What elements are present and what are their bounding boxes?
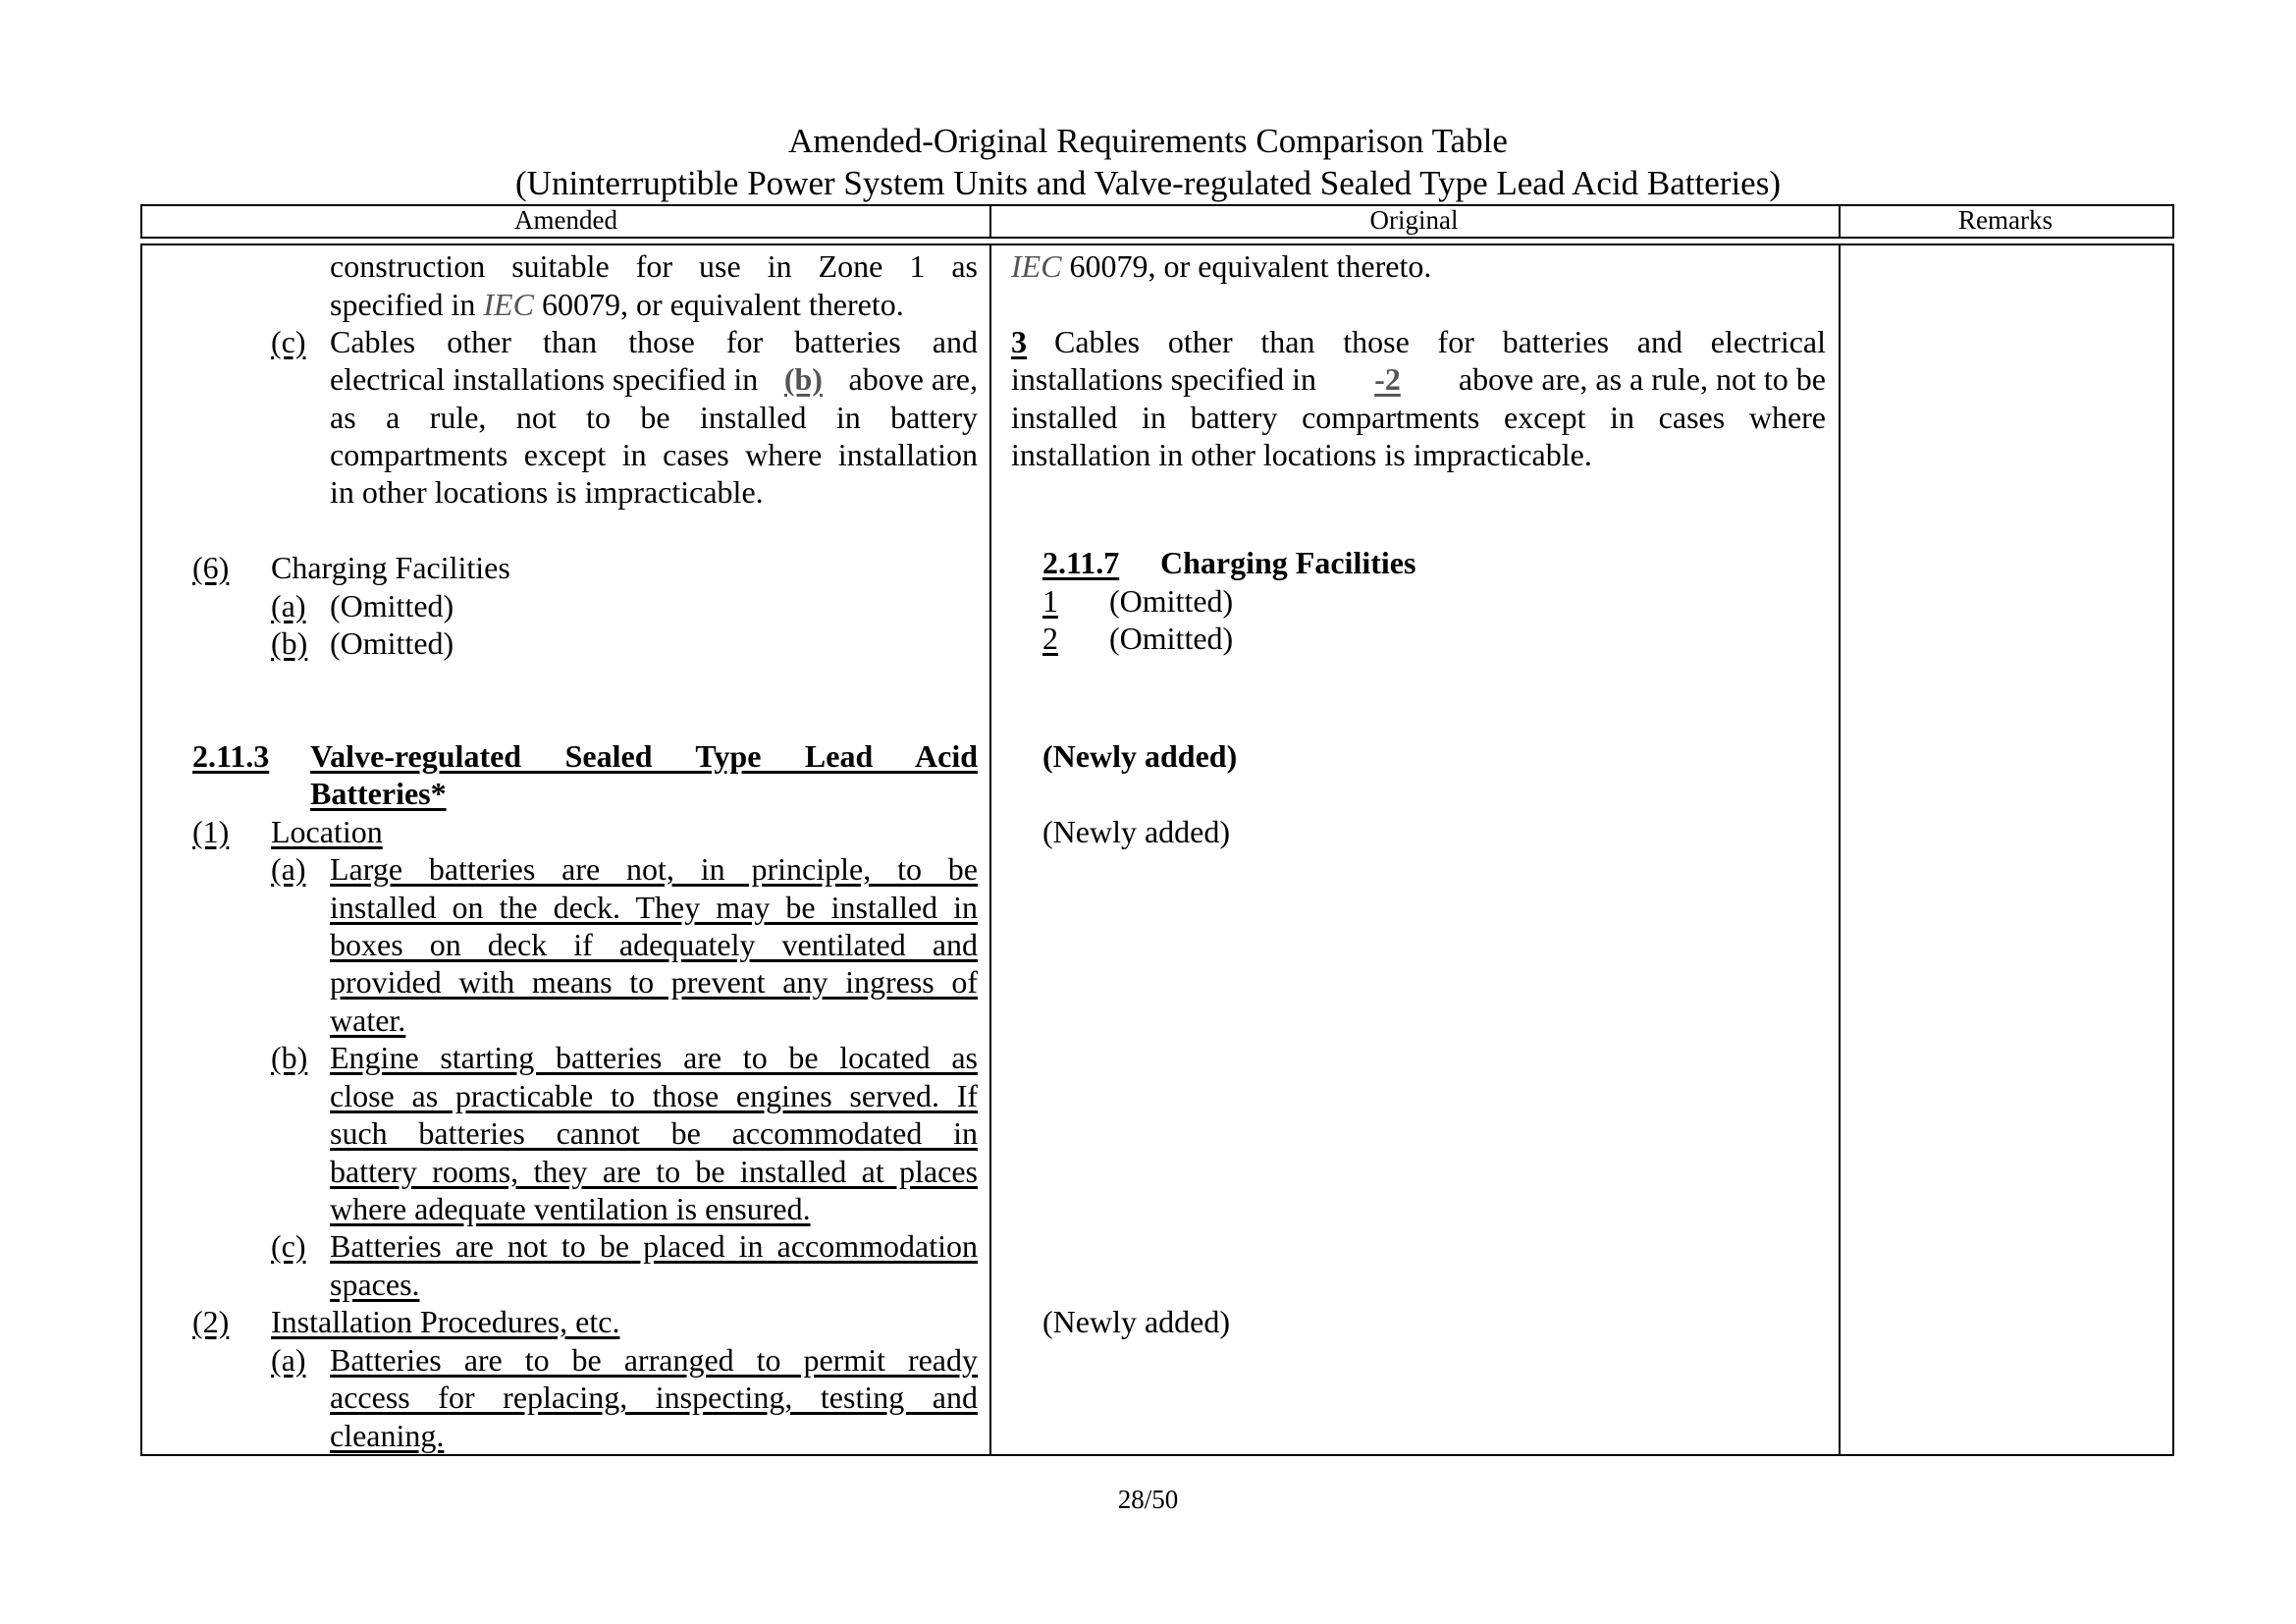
- item-marker: (1): [192, 814, 230, 849]
- column-header-remarks: Remarks: [1839, 204, 2174, 239]
- item-marker: (b): [271, 1040, 308, 1075]
- paragraph-number: 1: [1042, 583, 1058, 619]
- amended-text-line: (Omitted): [330, 625, 454, 661]
- amended-text-line: Large batteries are not, in principle, to be: [330, 851, 978, 887]
- section-number: 2.11.7: [1042, 545, 1120, 580]
- amended-text-line: provided with means to prevent any ingress of: [330, 964, 978, 1000]
- original-text-line: 3 Cables other than those for batteries and electrical: [1011, 324, 1826, 359]
- iec-reference: IEC: [1011, 248, 1062, 284]
- remarks-column: [1839, 244, 2174, 1456]
- column-header-amended: Amended: [140, 204, 991, 239]
- original-text-line: installation in other locations is impracticable.: [1011, 437, 1592, 472]
- amended-text-line: in other locations is impracticable.: [330, 474, 764, 510]
- amended-text-line: construction suitable for use in Zone 1 as: [330, 248, 978, 284]
- amended-text-line: specified in IEC 60079, or equivalent thereto.: [330, 287, 904, 322]
- amended-text-line: close as practicable to those engines served. If: [330, 1078, 978, 1113]
- section-title: Installation Procedures, etc.: [271, 1304, 620, 1339]
- original-text-line: (Omitted): [1109, 621, 1234, 656]
- amended-text-line: (Omitted): [330, 588, 454, 623]
- item-marker: (a): [271, 851, 306, 887]
- item-marker: (a): [271, 1342, 306, 1378]
- amended-text-line: Cables other than those for batteries and: [330, 324, 978, 359]
- item-marker: (2): [192, 1304, 230, 1339]
- section-title: Charging Facilities: [271, 550, 510, 585]
- section-heading: Charging Facilities: [1160, 545, 1416, 580]
- paragraph-number: 2: [1042, 621, 1058, 656]
- amended-text-line: cleaning.: [330, 1418, 445, 1453]
- page-number: 28/50: [1117, 1485, 1179, 1514]
- newly-added-note: (Newly added): [1042, 814, 1231, 849]
- amended-text-line: Engine starting batteries are to be located as: [330, 1040, 978, 1075]
- section-number: 2.11.3: [192, 738, 270, 774]
- item-marker: (b): [271, 625, 308, 661]
- amended-text-line: electrical installations specified in (b) above are,: [330, 361, 978, 397]
- amended-text-line: where adequate ventilation is ensured.: [330, 1191, 811, 1226]
- item-marker: (c): [271, 324, 306, 359]
- newly-added-note: (Newly added): [1042, 1304, 1231, 1339]
- iec-reference: IEC: [483, 287, 534, 322]
- amended-text-line: such batteries cannot be accommodated in: [330, 1115, 978, 1151]
- column-header-original: Original: [989, 204, 1841, 239]
- newly-added-note: (Newly added): [1042, 738, 1238, 774]
- paragraph-number: 3: [1011, 324, 1027, 359]
- document-title: Amended-Original Requirements Comparison Table: [788, 122, 1508, 160]
- amended-text-line: boxes on deck if adequately ventilated and: [330, 927, 978, 962]
- amended-text-line: water.: [330, 1002, 406, 1038]
- item-marker: (a): [271, 588, 306, 623]
- section-title: Location: [271, 814, 383, 849]
- amended-text-line: spaces.: [330, 1267, 420, 1302]
- cross-reference-b: (b): [783, 361, 823, 397]
- original-text-line: IEC 60079, or equivalent thereto.: [1011, 248, 1432, 284]
- item-marker: (c): [271, 1228, 306, 1264]
- amended-text-line: installed on the deck. They may be installed in: [330, 890, 978, 925]
- amended-text-line: Batteries are to be arranged to permit ready: [330, 1342, 978, 1378]
- section-heading: Valve-regulated Sealed Type Lead Acid: [310, 738, 978, 774]
- original-text-line: (Omitted): [1109, 583, 1234, 619]
- cross-reference-2: -2: [1374, 361, 1401, 397]
- item-marker: (6): [192, 550, 230, 585]
- amended-text-line: Batteries are not to be placed in accommodation: [330, 1228, 978, 1264]
- amended-text-line: access for replacing, inspecting, testing and: [330, 1380, 978, 1415]
- amended-text-line: compartments except in cases where installation: [330, 437, 978, 472]
- amended-text-line: battery rooms, they are to be installed at places: [330, 1154, 978, 1189]
- original-text-line: installed in battery compartments except in cases where: [1011, 400, 1826, 435]
- original-text-line: installations specified in -2 above are, as a rule, not to be: [1011, 361, 1826, 397]
- section-heading: Batteries*: [310, 776, 447, 811]
- document-subtitle: (Uninterruptible Power System Units and Valve-regulated Sealed Type Lead Acid Batteries): [515, 164, 1781, 202]
- amended-text-line: as a rule, not to be installed in battery: [330, 400, 978, 435]
